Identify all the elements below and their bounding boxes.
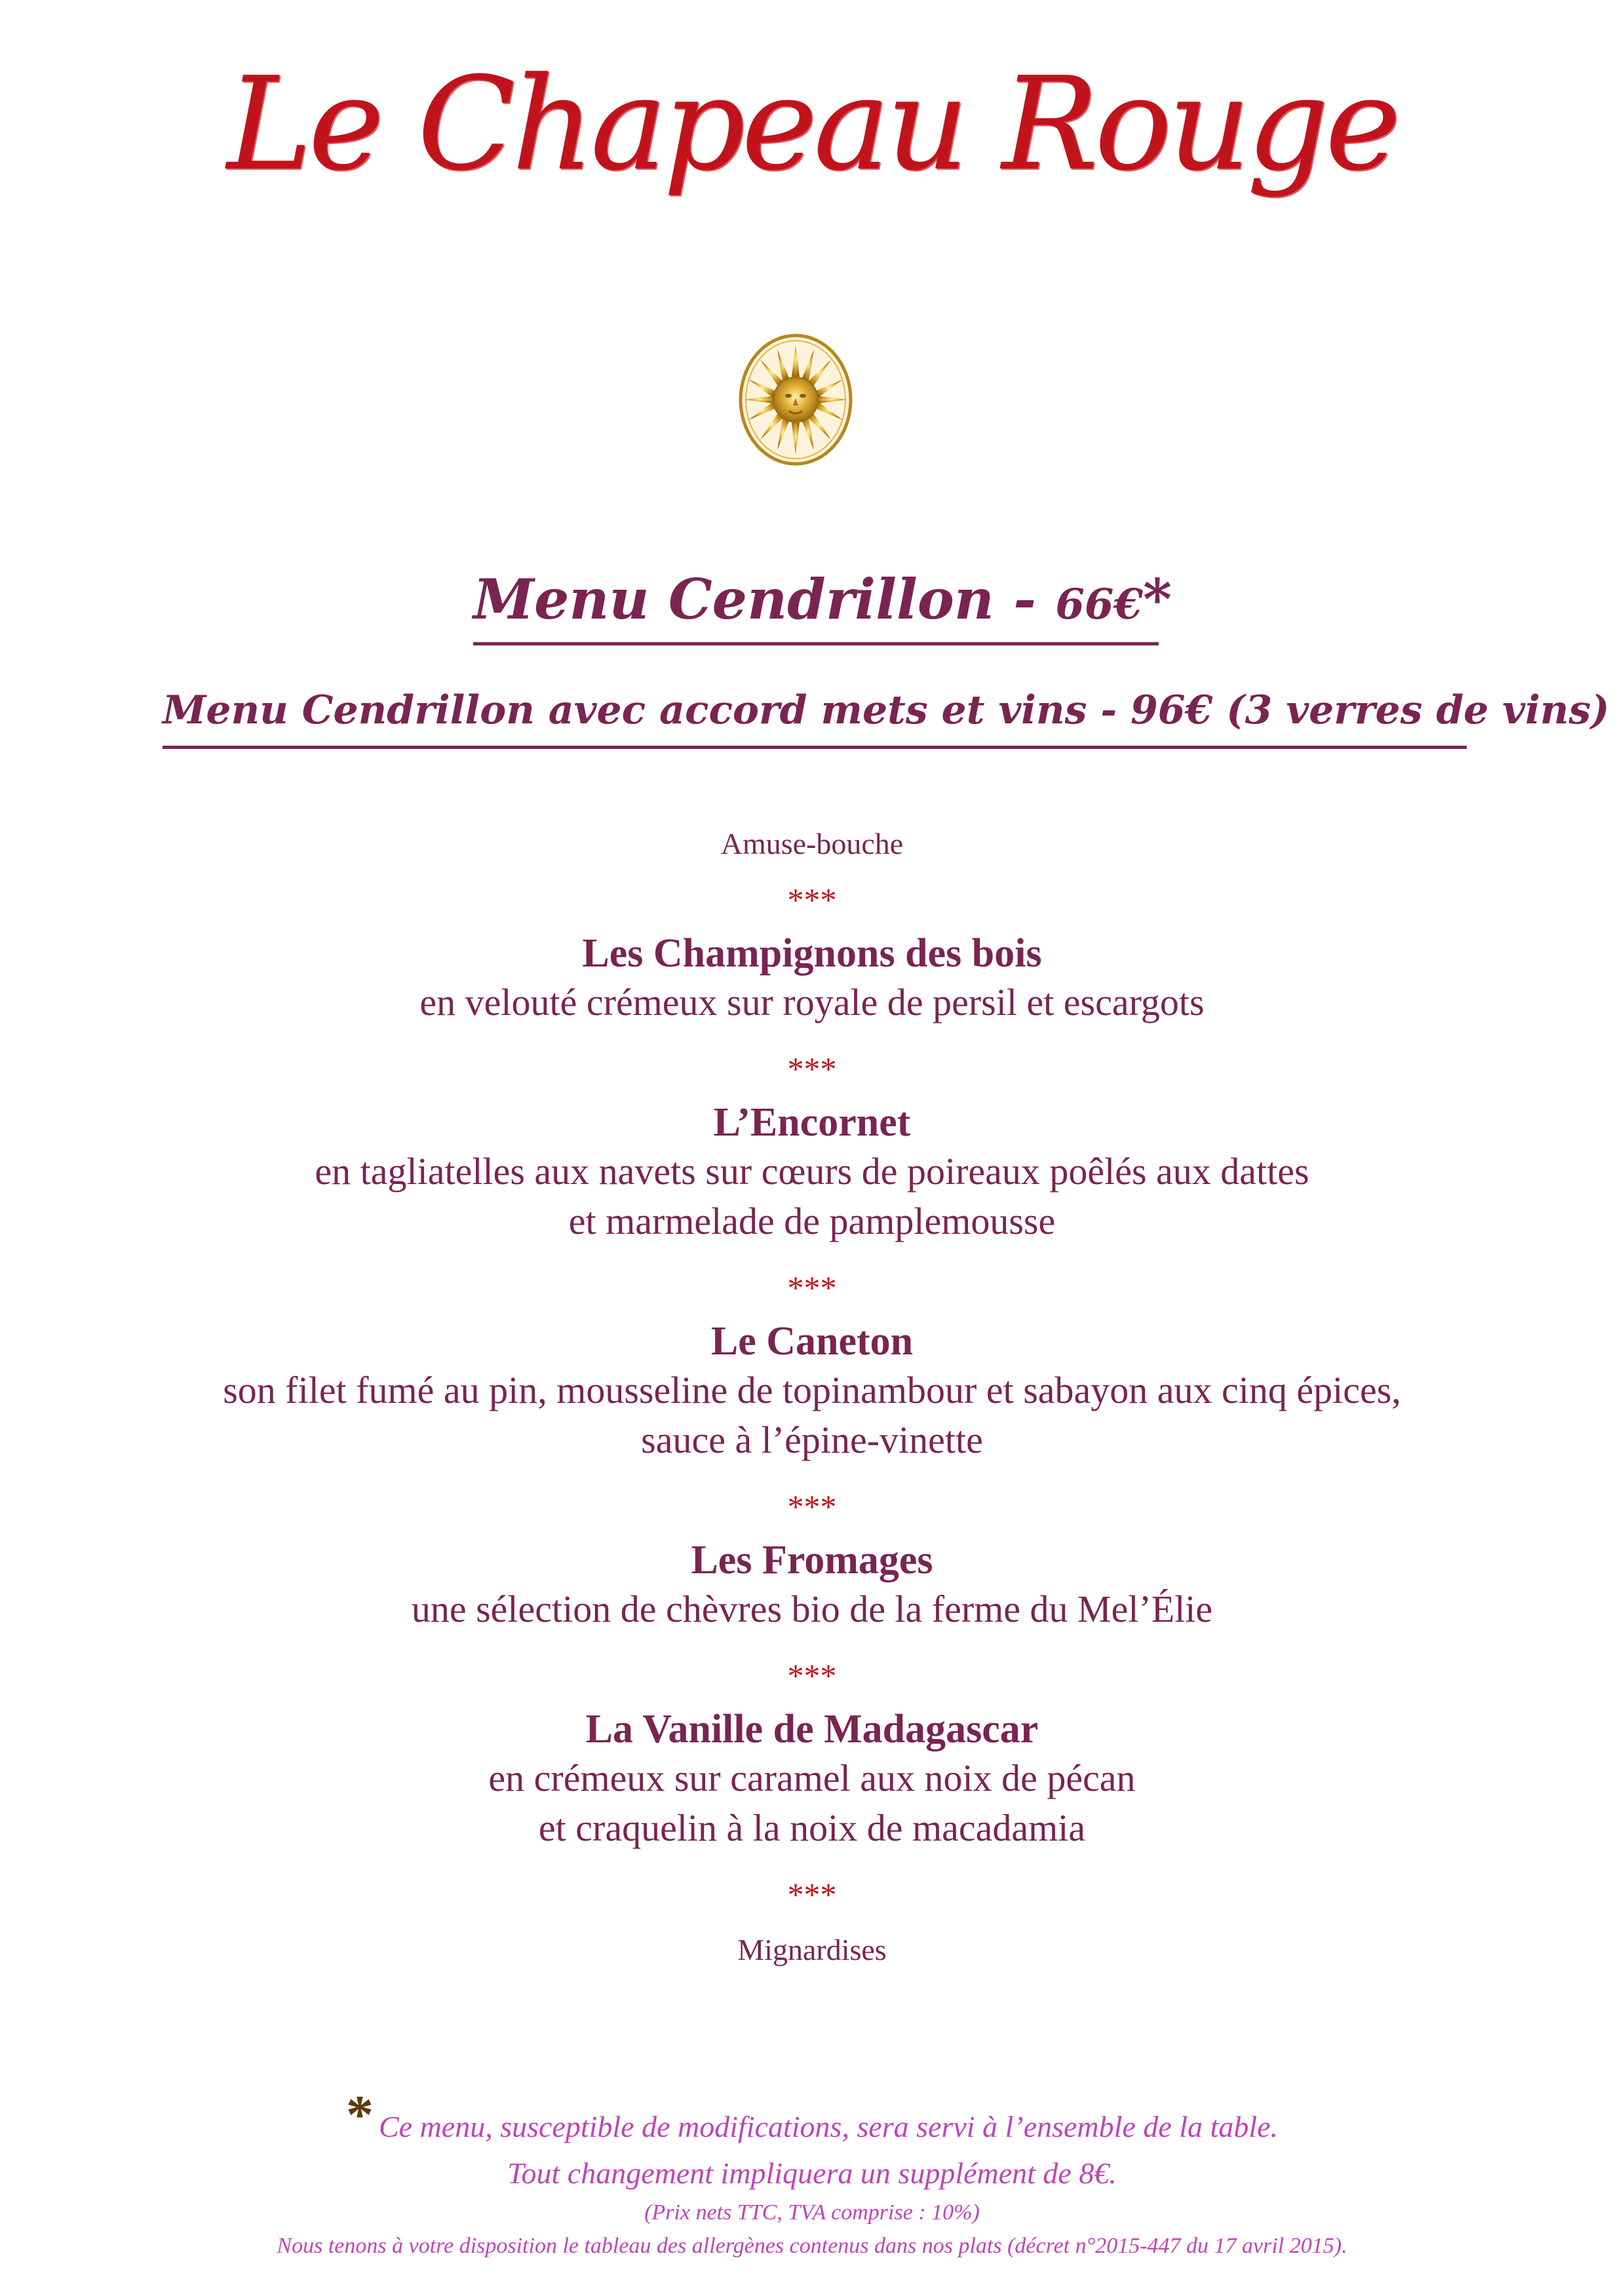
course-separator: ***: [787, 1050, 837, 1087]
menu-price: 66€: [1055, 580, 1143, 629]
course-description: son filet fumé au pin, mousseline de topinambour et sabayon aux cinq épices,: [223, 1369, 1401, 1411]
course-name: Les Champignons des bois: [582, 931, 1042, 976]
course-encornet: [66, 1098, 1558, 1246]
course-name: L’Encornet: [713, 1100, 911, 1145]
course-name: La Vanille de Madagascar: [585, 1707, 1039, 1751]
course-separator: ***: [787, 1488, 837, 1525]
footnote-text: Ce menu, susceptible de modifications, sera servi à l’ensemble de la table.: [378, 2110, 1279, 2143]
footnote-line: [39, 2084, 1585, 2151]
course-description: et marmelade de pamplemousse: [568, 1200, 1056, 1242]
course-separator: ***: [787, 1657, 837, 1694]
course-name: Les Fromages: [691, 1538, 933, 1582]
menu-title-text: Menu Cendrillon -: [473, 567, 1056, 632]
footnote-line: Tout changement impliquera un supplément de 8€.: [507, 2156, 1117, 2190]
course-separator: ***: [787, 1876, 837, 1913]
course-description: en velouté crémeux sur royale de persil et escargots: [419, 981, 1205, 1024]
course-description: en tagliatelles aux navets sur cœurs de poireaux poêlés aux dattes: [315, 1150, 1309, 1193]
course-champignons: [66, 929, 1558, 1027]
footnote-line: Nous tenons à votre disposition le tableau des allergènes contenus dans nos plats (décret n°2015-447 du 17 avril 2015).: [277, 2234, 1347, 2258]
course-description: une sélection de chèvres bio de la ferme du Mel’Élie: [411, 1588, 1213, 1630]
course-caneton: [66, 1317, 1558, 1465]
course-vanille: [66, 1705, 1558, 1853]
menu-price-mark: *: [1142, 567, 1172, 632]
restaurant-logo: Le Chapeau Rouge: [227, 50, 1397, 199]
footnote: [39, 2084, 1585, 2263]
course-name: Le Caneton: [710, 1319, 914, 1364]
course-separator: ***: [787, 881, 837, 918]
amuse-bouche: Amuse-bouche: [720, 827, 904, 860]
course-description: en crémeux sur caramel aux noix de pécan: [488, 1757, 1136, 1799]
course-description: et craquelin à la noix de macadamia: [538, 1807, 1086, 1849]
course-list: [66, 818, 1558, 1976]
footnote-line: (Prix nets TTC, TVA comprise : 10%): [644, 2200, 980, 2225]
menu-subtitle: Menu Cendrillon avec accord mets et vins - 96€ (3 verres de vins): [163, 675, 1467, 749]
mignardises: Mignardises: [737, 1933, 887, 1966]
course-fromages: [66, 1536, 1558, 1634]
sun-emblem-icon: [737, 331, 855, 469]
footnote-asterisk: *: [345, 2084, 374, 2145]
course-separator: ***: [787, 1269, 837, 1306]
menu-title: [473, 557, 1172, 645]
course-description: sauce à l’épine-vinette: [641, 1419, 983, 1461]
